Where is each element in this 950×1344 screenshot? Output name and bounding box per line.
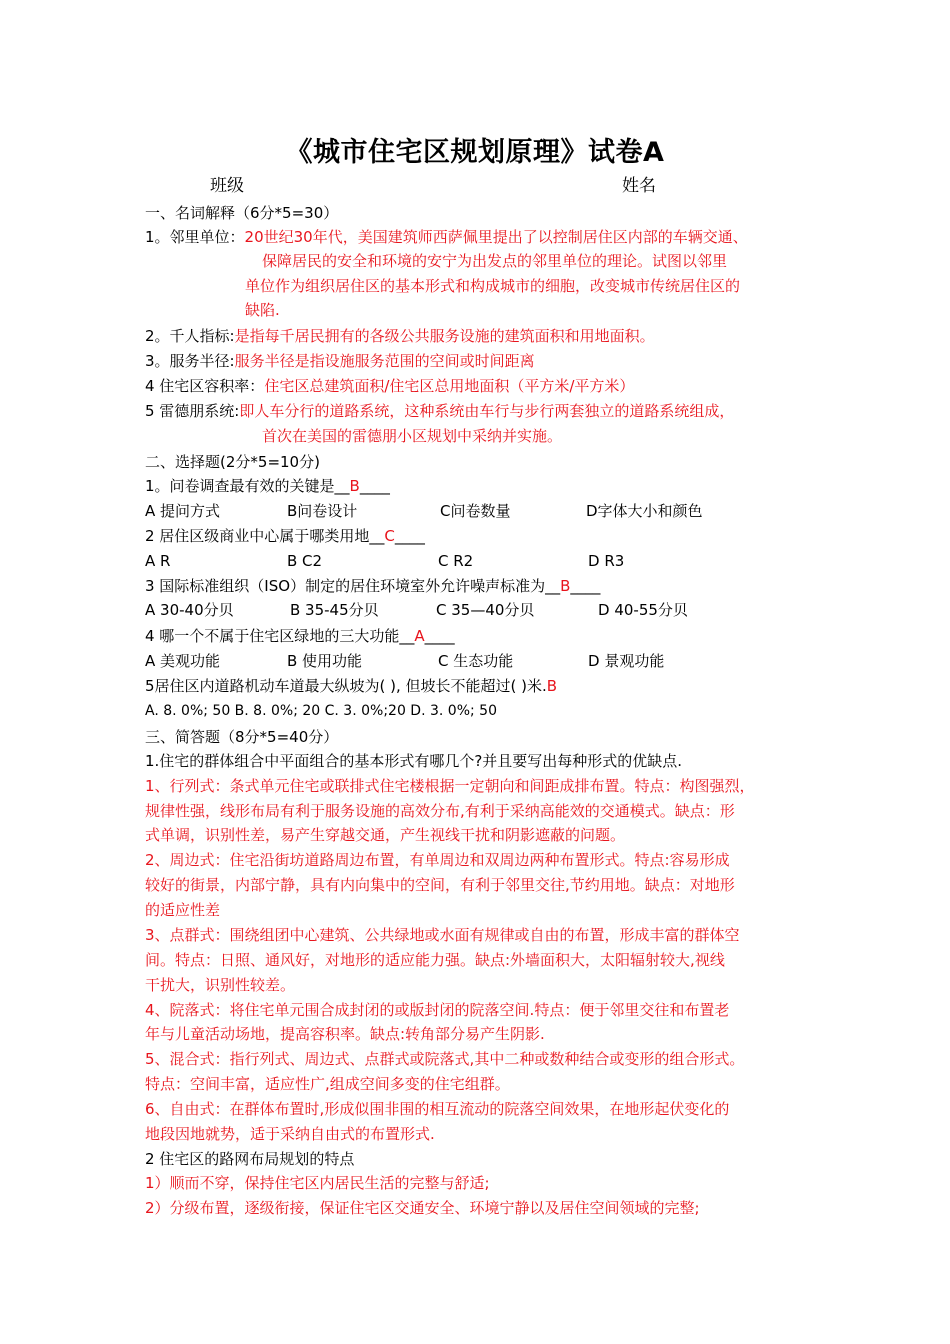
q2-option-b: B C2 [287, 552, 323, 570]
question-4-answer: A [414, 627, 425, 645]
q4-option-b: B 使用功能 [287, 652, 363, 670]
q4-option-c: C 生态功能 [438, 652, 514, 670]
answer-line-15: 地段因地就势，适于采纳自由式的布置形式. [145, 1125, 435, 1143]
question-4 [145, 626, 455, 646]
section-3-heading: 三、简答题（8分*5=40分） [145, 728, 339, 746]
question-5-text: 5居住区内道路机动车道最大纵坡为( ), 但坡长不能超过( )米. [145, 677, 547, 695]
answer-line-12: 5、混合式：指行列式、周边式、点群式或院落式,其中二种或数种结合或变形的组合形式。 [145, 1050, 745, 1068]
section-2-heading: 二、选择题(2分*5=10分) [145, 453, 320, 471]
answer-line-7: 3、点群式：围绕组团中心建筑、公共绿地或水面有规律或自由的布置，形成丰富的群体空 [145, 926, 740, 944]
term-4-label: 4 住宅区容积率： [145, 377, 265, 395]
question-2 [145, 526, 425, 546]
answer-line-5: 较好的街景，内部宁静，具有内向集中的空间，有利于邻里交往,节约用地。缺点：对地形 [145, 876, 735, 894]
class-label: 班级 [210, 176, 244, 196]
term-1-label: 1。邻里单位： [145, 228, 245, 246]
answer-line-13: 特点：空间丰富，适应性广,组成空间多变的住宅组群。 [145, 1075, 510, 1093]
term-3-def: 服务半径是指设施服务范围的空间或时间距离 [234, 352, 535, 370]
term-1-def-line-2: 保障居民的安全和环境的安宁为出发点的邻里单位的理论。试图以邻里 [262, 252, 728, 270]
answer-line-11: 年与儿童活动场地，提高容积率。缺点:转角部分易产生阴影. [145, 1025, 545, 1043]
question-2-text: 2 居住区级商业中心属于哪类用地__ [145, 527, 385, 545]
answer-line-9: 干扰大，识别性较差。 [145, 976, 296, 994]
question-2-answer: C [384, 527, 395, 545]
essay-question-1: 1.住宅的群体组合中平面组合的基本形式有哪几个?并且要写出每种形式的优缺点. [145, 752, 683, 770]
question-5-answer: B [546, 677, 558, 695]
q3-option-c: C 35—40分贝 [436, 601, 535, 619]
question-3 [145, 576, 600, 596]
question-2-blank: ____ [394, 527, 425, 545]
q3-option-a: A 30-40分贝 [145, 601, 234, 619]
question-1-answer: B [349, 477, 360, 495]
term-2-def: 是指每千居民拥有的各级公共服务设施的建筑面积和用地面积。 [234, 327, 655, 345]
q4-option-a: A 美观功能 [145, 652, 221, 670]
q2-answer-line-2: 2）分级布置，逐级衔接，保证住宅区交通安全、环境宁静以及居住空间领域的完整; [145, 1199, 700, 1217]
q1-option-a: A 提问方式 [145, 502, 221, 520]
question-3-blank: ____ [570, 577, 601, 595]
term-3 [145, 351, 535, 371]
answer-line-6: 的适应性差 [145, 901, 221, 919]
q2-answer-line-1: 1）顺而不穿，保持住宅区内居民生活的完整与舒适; [145, 1174, 490, 1192]
term-5-def-line-1: 即人车分行的道路系统，这种系统由车行与步行两套独立的道路系统组成， [239, 402, 735, 420]
answer-line-14: 6、自由式：在群体布置时,形成似围非围的相互流动的院落空间效果，在地形起伏变化的 [145, 1100, 730, 1118]
page-title: 《城市住宅区规划原理》试卷A [285, 137, 665, 168]
q1-option-d: D字体大小和颜色 [586, 502, 703, 520]
term-1-def-line-4: 缺陷. [245, 301, 280, 319]
section-1-heading: 一、名词解释（6分*5=30） [145, 204, 339, 222]
term-4-def: 住宅区总建筑面积/住宅区总用地面积（平方米/平方米） [264, 377, 635, 395]
q1-option-c: C问卷数量 [440, 502, 511, 520]
q2-option-a: A R [145, 552, 171, 570]
q3-option-b: B 35-45分贝 [290, 601, 379, 619]
question-4-text: 4 哪一个不属于住宅区绿地的三大功能__ [145, 627, 415, 645]
q2-option-c: C R2 [438, 552, 474, 570]
term-1-def-line-3: 单位作为组织居住区的基本形式和构成城市的细胞，改变城市传统居住区的 [245, 277, 741, 295]
term-3-label: 3。服务半径: [145, 352, 235, 370]
q2-option-d: D R3 [588, 552, 625, 570]
question-1 [145, 476, 390, 496]
term-5-label: 5 雷德朋系统: [145, 402, 240, 420]
term-5 [145, 401, 734, 421]
term-2 [145, 326, 655, 346]
answer-line-3: 式单调，识别性差，易产生穿越交通，产生视线干扰和阴影遮蔽的问题。 [145, 826, 626, 844]
q3-option-d: D 40-55分贝 [598, 601, 688, 619]
question-1-blank: ____ [359, 477, 390, 495]
question-4-blank: ____ [424, 627, 455, 645]
answer-line-1: 1、行列式：条式单元住宅或联排式住宅楼根据一定朝向和间距成排布置。特点：构图强烈， [145, 777, 755, 795]
name-label: 姓名 [622, 176, 656, 196]
q1-option-b: B问卷设计 [287, 502, 358, 520]
answer-line-8: 间。特点：日照、通风好，对地形的适应能力强。缺点:外墙面积大，太阳辐射较大,视线 [145, 951, 725, 969]
term-1-def-line-1: 20世纪30年代，美国建筑师西萨佩里提出了以控制居住区内部的车辆交通、 [244, 228, 748, 246]
q5-options: A. 8. 0%; 50 B. 8. 0%; 20 C. 3. 0%;20 D. 3. 0%; 50 [145, 703, 497, 719]
question-1-text: 1。问卷调查最有效的关键是__ [145, 477, 350, 495]
question-3-text: 3 国际标准组织（ISO）制定的居住环境室外允许噪声标准为__ [145, 577, 561, 595]
essay-question-2: 2 住宅区的路网布局规划的特点 [145, 1150, 355, 1168]
answer-line-2: 规律性强，线形布局有利于服务设施的高效分布,有利于采纳高能效的交通模式。缺点：形 [145, 802, 735, 820]
question-3-answer: B [560, 577, 571, 595]
answer-line-4: 2、周边式：住宅沿街坊道路周边布置，有单周边和双周边两种布置形式。特点:容易形成 [145, 851, 730, 869]
term-4 [145, 376, 634, 396]
answer-line-10: 4、院落式：将住宅单元围合成封闭的或版封闭的院落空间.特点：便于邻里交往和布置老 [145, 1001, 730, 1019]
q4-option-d: D 景观功能 [588, 652, 665, 670]
term-5-def-line-2: 首次在美国的雷德朋小区规划中采纳并实施。 [262, 427, 563, 445]
term-1 [145, 227, 748, 247]
question-5 [145, 676, 557, 696]
term-2-label: 2。千人指标: [145, 327, 235, 345]
